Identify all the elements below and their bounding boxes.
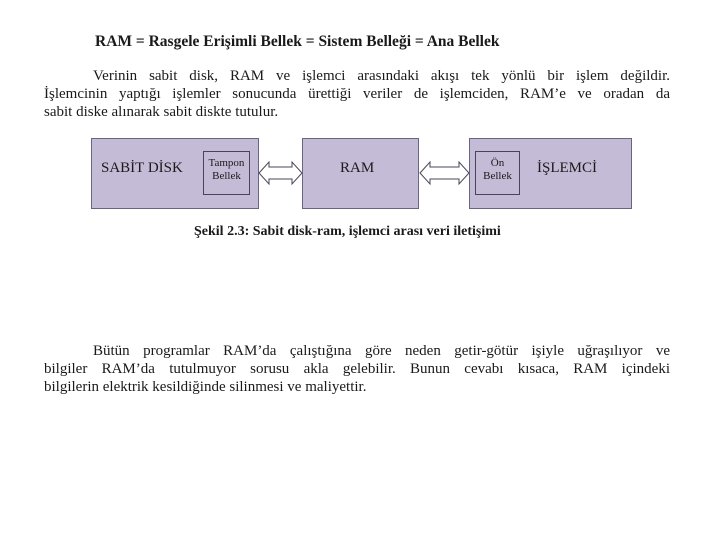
double-arrow-icon — [419, 160, 470, 186]
paragraph-line: bilgilerin elektrik kesildiğinde silinmesi ve maliyettir. — [44, 379, 367, 395]
paragraph-line: Bütün programlar RAM’da çalıştığına göre neden getir-götür işiyle uğraşılıyor ve — [93, 343, 670, 359]
buffer-memory-label-line1: Tampon — [208, 157, 245, 169]
hard-disk-label: SABİT DİSK — [101, 160, 183, 176]
paragraph-line: sabit diske alınarak sabit diskte tutulur. — [44, 104, 279, 120]
cache-memory-label-line1: Ön — [490, 157, 505, 169]
cache-memory-box — [475, 151, 520, 195]
ram-label: RAM — [340, 160, 375, 176]
paragraph-line: bilgiler RAM’da tutulmuyor sorusu akla gelebilir. Bunun cevabı kısaca, RAM içindeki — [44, 361, 670, 377]
cpu-label: İŞLEMCİ — [537, 160, 597, 176]
cpu-box — [469, 138, 632, 209]
intro-paragraph — [44, 67, 670, 121]
paragraph-line: Verinin sabit disk, RAM ve işlemci arasındaki akışı tek yönlü bir işlem değildir. — [93, 68, 670, 84]
double-arrow-icon — [258, 160, 303, 186]
figure-caption: Şekil 2.3: Sabit disk-ram, işlemci arası veri iletişimi — [194, 224, 501, 239]
buffer-memory-label-line2: Bellek — [212, 170, 241, 182]
section-heading: RAM = Rasgele Erişimli Bellek = Sistem Belleği = Ana Bellek — [95, 33, 500, 50]
buffer-memory-box — [203, 151, 250, 195]
closing-paragraph — [44, 342, 670, 396]
ram-box — [302, 138, 419, 209]
hard-disk-box — [91, 138, 259, 209]
cache-memory-label-line2: Bellek — [483, 170, 512, 182]
paragraph-line: İşlemcinin yaptığı işlemler sonucunda ürettiği veriler de işlemciden, RAM’e ve oradan da — [44, 86, 670, 102]
